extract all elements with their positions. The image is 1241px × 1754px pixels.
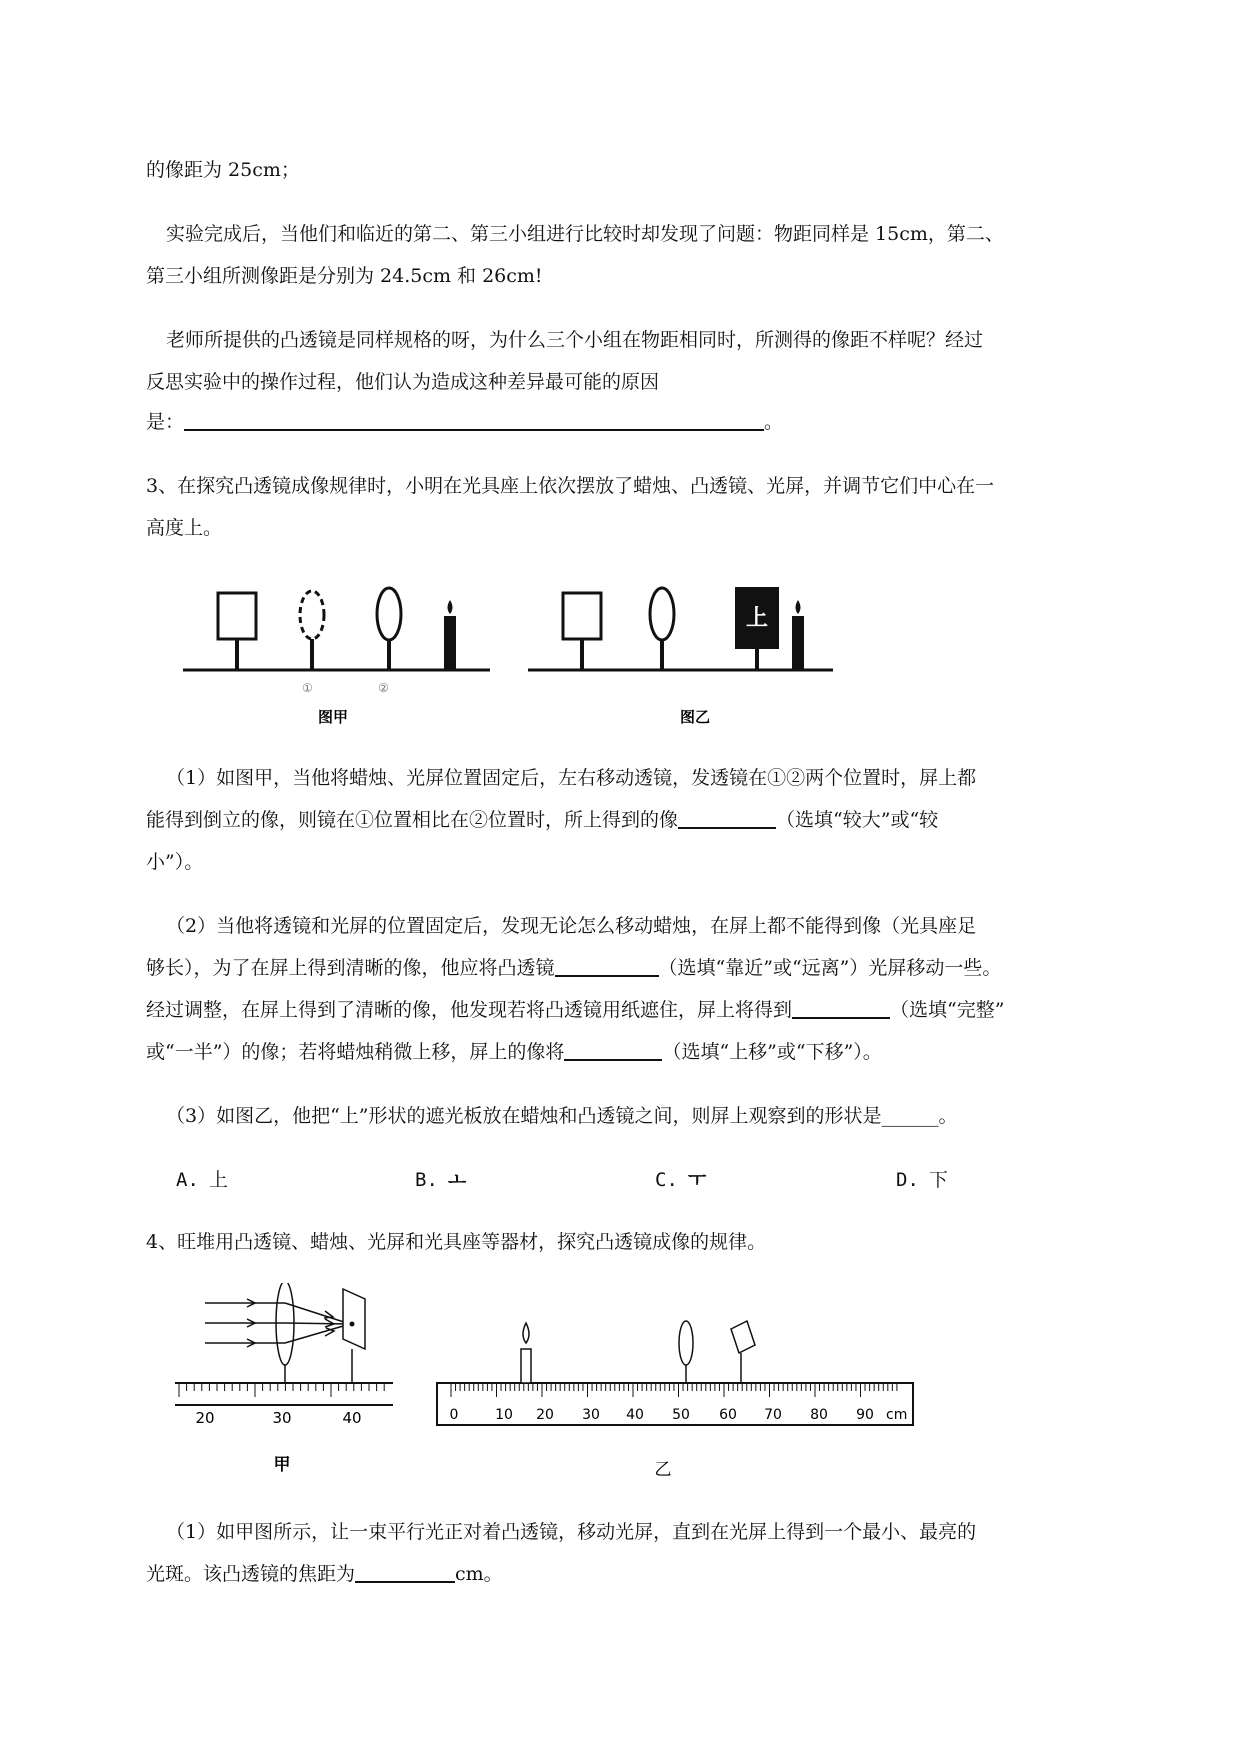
figure-caption: 图乙	[680, 708, 711, 726]
text-fragment: 是：	[146, 411, 185, 433]
lens-icon	[377, 588, 401, 640]
question-3-part-2	[146, 998, 1004, 1022]
plate-character: 上	[746, 606, 769, 631]
question-3-part-2	[146, 956, 1001, 980]
text-fragment: （选填“上移”或“下移”）。	[662, 1041, 882, 1063]
ruler-tick-label: 30	[272, 1409, 292, 1427]
text-fragment: 够长），为了在屏上得到清晰的像，他应将凸透镜	[146, 957, 555, 979]
figure-caption: 图甲	[318, 708, 349, 726]
flame-icon	[523, 1323, 529, 1343]
question-3-stem: 3、在探究凸透镜成像规律时，小明在光具座上依次摆放了蜡烛、凸透镜、光屏，并调节它们中心在一	[146, 475, 995, 497]
option-text: ㅜ	[687, 1169, 707, 1191]
paragraph-line: 反思实验中的操作过程，他们认为造成这种差异最可能的原因	[146, 371, 660, 393]
ruler-tick-label: 50	[672, 1407, 690, 1423]
text-fragment: （选填“较大”或“较	[776, 809, 939, 831]
flame-icon	[448, 600, 453, 614]
parallel-light-rays	[205, 1299, 350, 1347]
ruler-tick-label: 90	[856, 1407, 874, 1423]
question-3-part-2	[146, 1040, 882, 1064]
answer-blank[interactable]	[184, 411, 764, 431]
position-2-label: ②	[378, 681, 389, 695]
ruler-tick-label: 10	[495, 1407, 513, 1423]
question-3-part-1	[146, 808, 938, 832]
option-letter: B.	[415, 1169, 438, 1191]
answer-blank[interactable]	[678, 809, 776, 829]
lens-position-1-icon	[300, 591, 324, 639]
question-4-part-1: （1）如甲图所示，让一束平行光正对着凸透镜，移动光屏，直到在光屏上得到一个最小、最亮的	[166, 1521, 977, 1543]
light-spot	[350, 1322, 355, 1327]
text-fragment: 或“一半”）的像；若将蜡烛稍微上移，屏上的像将	[146, 1041, 565, 1063]
paragraph-line: 的像距为 25cm；	[146, 159, 300, 181]
option-letter: C.	[655, 1169, 678, 1191]
paragraph-line: 老师所提供的凸透镜是同样规格的呀，为什么三个小组在物距相同时，所测得的像距不样呢？经过	[166, 329, 984, 351]
flame-icon	[796, 600, 801, 614]
question-3-part-1: （1）如图甲，当他将蜡烛、光屏位置固定后，左右移动透镜，发透镜在①②两个位置时，屏上都	[166, 767, 977, 789]
question-3-part-3: （3）如图乙，他把“上”形状的遮光板放在蜡烛和凸透镜之间，则屏上观察到的形状是______。	[166, 1105, 958, 1127]
text-fragment: cm。	[455, 1563, 503, 1585]
paragraph-line: 实验完成后，当他们和临近的第二、第三小组进行比较时却发现了问题：物距同样是 15cm，第二、	[166, 223, 1004, 245]
ruler-tick-label: 20	[195, 1409, 215, 1427]
optical-bench-figure-q4	[175, 1283, 935, 1483]
screen-icon	[731, 1321, 755, 1353]
ruler-tick-label: 0	[449, 1407, 459, 1423]
option-text: 下	[928, 1169, 948, 1191]
ruler-tick-label: 80	[810, 1407, 828, 1423]
text-fragment: （选填“完整”	[890, 999, 1005, 1021]
screen-icon	[218, 593, 256, 639]
text-fragment: 能得到倒立的像，则镜在①位置相比在②位置时，所上得到的像	[146, 809, 679, 831]
ruler-tick-label: 70	[764, 1407, 782, 1423]
ruler-unit-label: cm	[886, 1407, 908, 1423]
option-text: 上	[208, 1169, 228, 1191]
answer-blank[interactable]	[555, 957, 659, 977]
candle-icon	[792, 616, 804, 670]
lens-icon	[650, 588, 674, 640]
question-4-part-1	[146, 1562, 503, 1586]
question-4-stem: 4、旺堆用凸透镜、蜡烛、光屏和光具座等器材，探究凸透镜成像的规律。	[146, 1231, 767, 1253]
paragraph-line: 第三小组所测像距是分别为 24.5cm 和 26cm!	[146, 265, 543, 287]
option-b[interactable]	[415, 1168, 466, 1192]
screen-icon	[563, 593, 601, 639]
lens-icon	[276, 1283, 294, 1365]
ruler-tick-label: 40	[342, 1409, 362, 1427]
text-fragment: （选填“靠近”或“远离”）光屏移动一些。	[658, 957, 1002, 979]
text-fragment: 经过调整，在屏上得到了清晰的像，他发现若将凸透镜用纸遮住，屏上将得到	[146, 999, 793, 1021]
optical-bench-figure-q3	[170, 570, 850, 730]
text-fragment: 。	[764, 411, 784, 433]
paragraph-line	[146, 410, 783, 434]
ruler-tick-label: 40	[626, 1407, 644, 1423]
candle-icon	[521, 1349, 531, 1383]
ruler-tick-label: 30	[582, 1407, 600, 1423]
option-c[interactable]	[655, 1168, 706, 1192]
screen-icon	[343, 1289, 365, 1349]
question-3-stem: 高度上。	[146, 517, 223, 539]
question-3-part-1: 小”）。	[146, 851, 204, 873]
option-text: ㅗ	[447, 1169, 467, 1191]
position-1-label: ①	[302, 681, 313, 695]
text-fragment: 光斑。该凸透镜的焦距为	[146, 1563, 356, 1585]
figure-caption: 甲	[273, 1455, 291, 1475]
option-letter: D.	[896, 1169, 919, 1191]
option-d[interactable]	[896, 1168, 948, 1192]
figure-caption: 乙	[654, 1460, 672, 1480]
ruler-tick-label: 60	[719, 1407, 737, 1423]
candle-icon	[444, 616, 456, 670]
option-letter: A.	[176, 1169, 199, 1191]
answer-blank[interactable]	[564, 1041, 662, 1061]
answer-blank[interactable]	[355, 1563, 455, 1583]
ruler-tick-label: 20	[536, 1407, 554, 1423]
option-a[interactable]	[176, 1168, 228, 1192]
ruler-ticks	[179, 1383, 384, 1397]
lens-icon	[679, 1321, 693, 1365]
answer-blank[interactable]	[792, 999, 890, 1019]
question-3-part-2: （2）当他将透镜和光屏的位置固定后，发现无论怎么移动蜡烛，在屏上都不能得到像（光具座足	[166, 915, 977, 937]
